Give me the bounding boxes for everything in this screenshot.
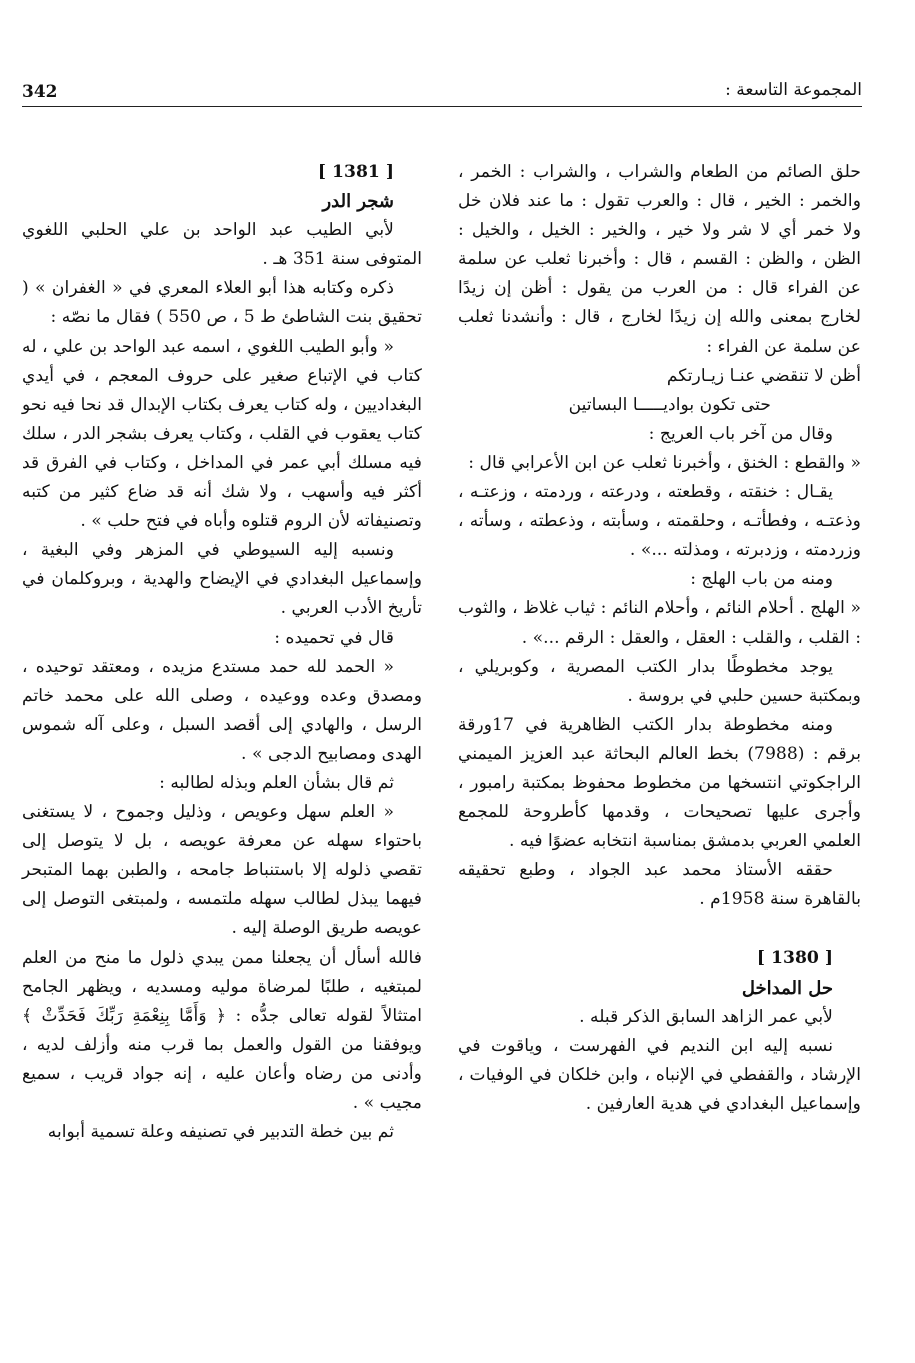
page-number: 342 <box>22 82 58 102</box>
spacer <box>458 914 861 944</box>
paragraph: فالله أسأل أن يجعلنا ممن يبدي ذلول ما منح من العلم لمبتغيه ، طلبًا لمرضاة موليه ومسديه ، ويظهر الجامح امتثالاً لقوله تعالى جدُّه : ﴿ وَأَمَّا بِنِعْمَةِ رَبِّكَ فَحَدِّثْ ﴾ ويوفقنا من القول والعمل بما قرب منه وأزلف لديه ، وأدنى من رضاه وأعان عليه ، إنه جواد قريب ، سميع مجيب » . <box>22 947 422 1113</box>
page-header <box>22 78 862 107</box>
quote-paragraph: « والقطع : الخنق ، وأخبرنا ثعلب عن ابن الأعرابي قال : <box>468 452 861 473</box>
paragraph: حلق الصائم من الطعام والشراب ، والشراب : الخمر ، والخمر : الخير ، قال : والعرب تقول : ما عند فلان خل ولا خمر أي لا شر ولا خير ، والخير : الخيل ، والخيل : الظن ، والظن : القسم ، قال : وأخبرنا ثعلب عن سلمة عن الفراء قال : من العرب من يقول : أظن إن زيدًا لخارج بمعنى والله إن زيدًا لخارج ، قال : وأنشدنا ثعلب عن سلمة عن الفراء : <box>458 162 861 357</box>
quote-paragraph: « العلم سهل وعويص ، وذليل وجموح ، لا يستغنى باحتواء سهله عن معرفة عويصه ، بل لا يتوصل إلى تقصي ذلوله إلا باستنباط جامحه ، والطبن بهما المتبحر فيهما يبذل لطالب سهله ملتمسه ، ولمبتغى التوصل إلى عويصه طريق الوصلة إليه . <box>22 802 422 939</box>
paragraph: ثم قال بشأن العلم وبذله لطالبه : <box>159 772 394 793</box>
running-title: المجموعة التاسعة : <box>725 80 862 100</box>
paragraph: حققه الأستاذ محمد عبد الجواد ، وطبع تحقيقه بالقاهرة سنة 1958م . <box>458 860 861 910</box>
paragraph: ومنه من باب الهلج : <box>690 569 833 590</box>
verse-line: حتى تكون بواديـــــا البساتين <box>568 394 771 415</box>
entry-number: [ 1380 ] <box>756 948 833 969</box>
paragraph: لأبي عمر الزاهد السابق الذكر قبله . <box>579 1006 833 1027</box>
entry-title: شجر الدر <box>322 191 394 213</box>
paragraph: ومنه مخطوطة بدار الكتب الظاهرية في 17ورقة برقم : (7988) بخط العالم البحاثة عبد العزيز الميمني الراجكوتي انتسخها من مخطوط محفوظ بمكتبة رامبور ، وأجرى عليها تصحيحات ، وقدمها كأطروحة للمجمع العلمي العربي بدمشق بمناسبة انتخابه عضوًا فيه . <box>458 714 861 852</box>
entry-number: [ 1381 ] <box>317 162 394 182</box>
paragraph: ثم بين خطة التدبير في تصنيفه وعلة تسمية أبوابه <box>47 1122 394 1143</box>
right-column <box>458 158 861 1119</box>
paragraph: نسبه إليه ابن النديم في الفهرست ، وياقوت في الإرشاد ، والقفطي في الإنباه ، وابن خلكان في الوفيات ، وإسماعيل البغدادي في هدية العارفين . <box>458 1035 861 1114</box>
poem-verse <box>458 362 861 420</box>
left-column <box>22 158 422 1147</box>
paragraph: ذكره وكتابه هذا أبو العلاء المعري في « الغفران » ( تحقيق بنت الشاطئ ط 5 ، ص 550 ) فقال ما نصّه : <box>22 278 422 328</box>
paragraph: وقال من آخر باب العريج : <box>648 423 833 444</box>
paragraph: قال في تحميده : <box>274 627 394 648</box>
paragraph: لأبي الطيب عبد الواحد بن علي الحلبي اللغوي المتوفى سنة 351 هـ . <box>22 220 422 270</box>
paragraph: يوجد مخطوطًا بدار الكتب المصرية ، وكوبريلي ، وبمكتبة حسين حلبي في بروسة . <box>458 656 861 706</box>
quote-paragraph: « وأبو الطيب اللغوي ، اسمه عبد الواحد بن علي ، له كتاب في الإتباع صغير على حروف المعجم ، في أيدي البغداديين ، وله كتاب يعرف بكتاب الإبدال قد نحا فيه نحو كتاب يعقوب في القلب ، وكتاب يعرف بشجر الدر ، سلك فيه مسلك أبي عمر في المداخل ، وكتاب في الفرق قد أكثر فيه وأسهب ، ولا شك أنه قد ضاع كثير من كتبه وتصنيفاته لأن الروم قتلوه وأباه في فتح حلب » . <box>22 336 422 532</box>
entry-title: حل المداخل <box>741 977 833 999</box>
verse-line: أظن لا تنقضي عنـا زيـارتكم <box>666 365 861 386</box>
paragraph: يقـال : خنقته ، وقطعته ، ودرعته ، وردمته ، وزعتـه ، وذعتـه ، وفطأتـه ، وحلقمته ، وسأبته ، وذعطته ، وسأته ، وزردمته ، وزدبرته ، ومذلته ...» . <box>458 482 861 561</box>
paragraph: ونسبه إليه السيوطي في المزهر وفي البغية ، وإسماعيل البغدادي في الإيضاح والهدية ، وبروكلمان في تأريخ الأدب العربي . <box>22 540 422 619</box>
quote-paragraph: « الحمد لله حمد مستدع مزيده ، ومعتقد توحيده ، ومصدق وعده ووعيده ، وصلى الله على محمد خاتم الرسل ، والهادي إلى أقصد السبل ، وعلى آله شموس الهدى ومصابيح الدجى » . <box>22 656 422 764</box>
quote-paragraph: « الهلج . أحلام النائم ، وأحلام النائم : ثياب غلاظ ، والثوب : القلب ، والقلب : العقل ، والعقل : الرقم ...» . <box>458 598 861 648</box>
